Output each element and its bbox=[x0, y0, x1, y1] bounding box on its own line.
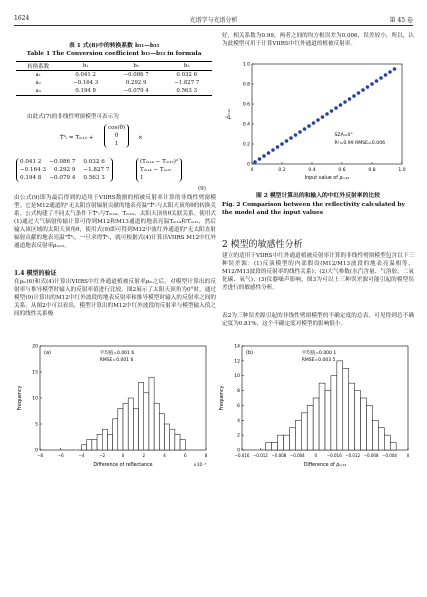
x-tick-label: −0.008 bbox=[271, 453, 287, 458]
equation-number: (9) bbox=[198, 186, 206, 192]
histogram-bar bbox=[384, 435, 390, 450]
data-point bbox=[393, 67, 397, 71]
table-cell: 0.194 8 bbox=[75, 88, 96, 94]
histogram-bar bbox=[180, 440, 185, 450]
data-point bbox=[370, 82, 374, 86]
y-axis-label: ρ̂ₘ₁₂ bbox=[227, 109, 232, 119]
x-axis-label: Difference of ρₘ₁₂ bbox=[303, 463, 347, 468]
x-unit-label: ×10⁻³ bbox=[193, 462, 206, 467]
table-cell: a₂ bbox=[35, 80, 41, 86]
legend-entry: 平均值=0.001 6 bbox=[99, 351, 135, 356]
annotation-stats: R²=0.99 RMSE=0.006 bbox=[334, 141, 386, 146]
histogram-bar bbox=[307, 405, 313, 450]
equation-vector-1 bbox=[104, 124, 129, 148]
y-tick-label: 0 bbox=[35, 448, 38, 454]
data-point bbox=[262, 154, 266, 158]
y-tick-label: 8 bbox=[237, 389, 240, 395]
y-tick-label: 10 bbox=[234, 374, 240, 380]
histogram-bar bbox=[284, 435, 290, 450]
histogram-bar bbox=[367, 405, 373, 450]
histogram-bar bbox=[123, 403, 128, 450]
vector-entry: 1 bbox=[140, 175, 144, 181]
y-axis-label: Frequency bbox=[220, 385, 225, 411]
vector-entry: cos(θ) bbox=[108, 125, 126, 131]
y-tick-label: 0.6 bbox=[242, 102, 250, 108]
histogram-bar bbox=[97, 434, 102, 450]
matrix-entry: −0.164 3 bbox=[20, 167, 47, 173]
paragraph: 表2为三种误差源引起的非线性劈窗模型的不确定度的总表，可见得到总不确定度为0.81%，这个不确定度对模型的影响很小。 bbox=[222, 313, 414, 327]
y-tick-label: 20 bbox=[32, 344, 38, 350]
data-point bbox=[361, 88, 365, 92]
y-tick-label: 0.4 bbox=[242, 122, 250, 128]
x-axis-label: Input value of ρₘ₁₂ bbox=[304, 176, 350, 181]
histogram-bar bbox=[325, 391, 331, 450]
histogram-bar bbox=[295, 420, 301, 450]
table1-title: 表 1 式(8)中的转换系数 b₁₁—b₃₃ bbox=[68, 43, 160, 49]
panel-label: (a) bbox=[44, 350, 51, 356]
table-cell: a₃ bbox=[35, 88, 41, 94]
data-point bbox=[384, 73, 388, 77]
table-cell: 0.041 2 bbox=[75, 72, 96, 78]
y-tick-label: 6 bbox=[237, 403, 240, 409]
paragraph: 建立的适用于VIIRS中红外通道植被反射率计算的非线性劈窗模型包含以下三种误差源：(1)反演模型的内部假设(M12/M13波段的地表亮温相等、M12/M13波段的反射率的线性关系)；(2)大气参数(水汽含量、气溶胶、二氧化碳、氧气)；(3)仪器噪声影响。图3为可以上三种误差源可能引起的模型误差进行的敏感性分析。 bbox=[222, 253, 414, 291]
data-point bbox=[258, 157, 262, 161]
y-tick-label: 10 bbox=[32, 396, 38, 402]
x-tick-label: 0.8 bbox=[368, 168, 376, 173]
paragraph: 在ρₘ(6)和式(4)计算出VIIRS中红外通道植被反射率ρₘ之后，对模型计算出的反射率与推导模型时输入的反射率值进行比较，图2展示了太阳天顶角为0°时，通过模型(9)计算出的M12中红外波段的地表反射率和推导模型时输入的反射率之间的关系。从图2中可以看出，模型计算出的M12中红外波段的反射率与模型输入值之间的线性关系极 bbox=[14, 279, 216, 317]
matrix-entry: 0.292 9 bbox=[54, 167, 76, 173]
data-point bbox=[298, 130, 302, 134]
data-point bbox=[285, 139, 289, 143]
annotation-sza: SZA=0° bbox=[334, 133, 353, 138]
journal-name: 光谱学与光谱分析 bbox=[189, 17, 238, 24]
histogram-bar bbox=[266, 443, 272, 450]
y-tick-label: 0.2 bbox=[242, 142, 250, 148]
x-tick-label: 2 bbox=[142, 453, 146, 458]
histogram-bar bbox=[87, 440, 92, 450]
histogram-bar bbox=[154, 403, 159, 450]
data-point bbox=[276, 145, 280, 149]
data-point bbox=[388, 70, 392, 74]
table-cell: −0.079 4 bbox=[123, 88, 149, 94]
table1-title-en: Table 1 The Conversion coefficient b₁₁—b₃₃ in formula bbox=[26, 51, 202, 57]
y-tick-label: 0.8 bbox=[242, 82, 250, 88]
y-tick-label: 5 bbox=[35, 422, 38, 428]
data-point bbox=[267, 151, 271, 155]
x-tick-label: −0.012 bbox=[253, 453, 268, 458]
volume-label: 第 45 卷 bbox=[389, 17, 413, 24]
legend-entry: RMSE=0.001 6 bbox=[99, 358, 134, 363]
histogram-bar bbox=[118, 408, 123, 450]
data-point bbox=[280, 142, 284, 146]
data-point bbox=[330, 109, 334, 113]
matrix-entry: −1.827 7 bbox=[83, 167, 110, 173]
vector-entry: θ bbox=[114, 133, 119, 139]
histogram-bar bbox=[159, 414, 164, 450]
y-tick-label: 2 bbox=[237, 433, 240, 439]
data-point bbox=[379, 76, 383, 80]
equation-vector-2 bbox=[136, 158, 182, 182]
data-point bbox=[339, 103, 343, 107]
data-point bbox=[321, 115, 325, 119]
table-row bbox=[16, 71, 212, 80]
data-point bbox=[307, 124, 311, 128]
histogram-bar bbox=[319, 383, 325, 450]
table-cell: −0.086 7 bbox=[123, 72, 149, 78]
histogram-bar bbox=[133, 408, 138, 450]
x-tick-label: 0.2 bbox=[278, 168, 286, 173]
histogram-bar bbox=[139, 382, 144, 450]
histogram-bar bbox=[113, 419, 118, 450]
matrix-entry: −0.079 4 bbox=[49, 175, 76, 181]
table-cell: 0.563 3 bbox=[176, 88, 197, 94]
y-tick-label: 15 bbox=[32, 370, 38, 376]
x-tick-label: −0.016 bbox=[234, 453, 250, 458]
vector-entry: (Tₘ₁₄ − Tₘ₁₅)² bbox=[140, 159, 179, 165]
data-point bbox=[325, 112, 329, 116]
table-cell: −1.827 7 bbox=[174, 80, 200, 86]
legend-entry: RMSE=0.003 5 bbox=[301, 358, 336, 363]
paragraph: 由公式(9)即为最后得到的适用于VIIRS数据的植被反射率计算的非线性劈窗模型。它是M12通道的"无太阳直射辐射贡献的地表亮温"T̂ᵇᵢ与太阳天顶角θ的转换关系。公式构建了不同太气条件下T̂ᵇᵢ与Tₘ₁₄、Tₘ₁₅、太阳天顶角θ关联关系。使用式(1)通过大气辐射传输计算可得到M12和M13通道的地表亮温Tₘ₁₄和Tₘ₁₅，然后输入该区域的太阳天顶角θ，使用式(9)即可得到M12中波红外通道的"无太阳直射辐射贡献的地表亮温"T̂ᵇᵢ，一旦求得T̂ᵇᵢ，就可根据式(4)计算出VIIRS M12中红外通道地表反射率ρₘ₁₂。 bbox=[14, 195, 216, 249]
histogram-bar bbox=[92, 440, 97, 450]
x-tick-label: 4 bbox=[163, 453, 166, 458]
table-cell: 0.032 6 bbox=[176, 72, 197, 78]
paragraph: 好，相关系数为0.99，两者之间的均方根误差为0.006，误差较小，所以，认为此模型可用于计算VIIRS中红外通道的植被反射率。 bbox=[222, 33, 414, 47]
table-row bbox=[16, 79, 212, 87]
histogram-bar bbox=[175, 434, 180, 450]
histogram-bar bbox=[272, 443, 278, 450]
x-tick-label: −0.004 bbox=[382, 453, 397, 458]
page-number: 1624 bbox=[14, 15, 30, 22]
x-tick-label: −4 bbox=[78, 453, 85, 458]
data-point bbox=[271, 148, 275, 152]
x-tick-label: −6 bbox=[57, 453, 64, 458]
fig2-caption-cn: 图 2 模型计算出的和输入的中红外反射率的比较 bbox=[255, 193, 380, 199]
x-tick-label: 0 bbox=[250, 168, 254, 173]
header-rule bbox=[14, 25, 413, 26]
x-tick-label: −8 bbox=[37, 453, 43, 458]
data-point bbox=[366, 85, 370, 89]
histogram-bar bbox=[82, 445, 87, 450]
data-point bbox=[352, 94, 356, 98]
histogram-bar bbox=[343, 368, 349, 450]
table-cell: 0.292 9 bbox=[125, 80, 147, 86]
y-tick-label: 0 bbox=[247, 162, 250, 168]
equation-lhs: T̂ᵇᵢ = Tₘ₁₅ + bbox=[60, 135, 94, 141]
histogram-bar bbox=[289, 428, 295, 450]
matrix-entry: 0.563 3 bbox=[83, 175, 105, 181]
y-tick-label: 14 bbox=[234, 344, 240, 350]
y-axis-label: Frequency bbox=[18, 385, 23, 411]
x-tick-label: 0 bbox=[406, 453, 410, 458]
histogram-bar bbox=[355, 391, 361, 450]
histogram-bar bbox=[144, 393, 149, 450]
x-tick-label: −0.012 bbox=[345, 453, 361, 458]
histogram-bar bbox=[102, 429, 107, 450]
data-point bbox=[294, 133, 298, 137]
data-point bbox=[253, 160, 257, 164]
x-tick-label: −0.008 bbox=[363, 453, 379, 458]
histogram-bar bbox=[337, 361, 343, 450]
table1-header: b₃ bbox=[183, 63, 190, 69]
data-point bbox=[303, 127, 307, 131]
legend-entry: 平均值=0.000 1 bbox=[301, 351, 337, 356]
x-tick-label: 0.4 bbox=[308, 168, 316, 173]
y-tick-label: 0 bbox=[237, 448, 240, 454]
y-tick-label: 4 bbox=[237, 418, 240, 424]
x-tick-label: 0 bbox=[314, 453, 318, 458]
histogram-bar bbox=[128, 398, 133, 450]
histogram-bar bbox=[170, 429, 175, 450]
data-point bbox=[334, 106, 338, 110]
data-point bbox=[316, 118, 320, 122]
histogram-b bbox=[216, 340, 416, 485]
table1-header: b₁ bbox=[82, 63, 89, 69]
histogram-bar bbox=[331, 376, 337, 450]
x-axis-label: Difference of reflectance bbox=[93, 463, 153, 468]
fig2-caption-en: Fig. 2 Comparison between the reflectivity calculated by the model and the input values bbox=[222, 202, 405, 216]
panel-label: (b) bbox=[246, 350, 254, 356]
data-point bbox=[375, 79, 379, 83]
x-tick-label: 0.6 bbox=[338, 168, 346, 173]
histogram-bar bbox=[165, 424, 170, 450]
histogram-bar bbox=[390, 443, 396, 450]
vector-entry: 1 bbox=[114, 141, 119, 147]
data-point bbox=[343, 100, 347, 104]
y-tick-label: 12 bbox=[234, 359, 240, 365]
histogram-bar bbox=[149, 377, 154, 450]
histogram-bar bbox=[313, 398, 319, 450]
paragraph: 由此式(7)的非线性劈窗模型可表示为 bbox=[27, 114, 119, 120]
matrix-entry: −0.086 7 bbox=[49, 159, 76, 165]
data-point bbox=[312, 121, 316, 125]
table1 bbox=[16, 61, 212, 96]
x-tick-label: −0.004 bbox=[289, 453, 305, 458]
data-point bbox=[289, 136, 293, 140]
matrix-entry: 0.041 2 bbox=[20, 159, 42, 165]
histogram-bar bbox=[372, 420, 378, 450]
subsection-heading: 1.4 模型的验证 bbox=[14, 270, 57, 277]
equation-matrix bbox=[16, 158, 113, 182]
histogram-bar bbox=[378, 428, 384, 450]
x-tick-label: −2 bbox=[99, 453, 106, 458]
x-tick-label: −0.016 bbox=[326, 453, 342, 458]
y-tick-label: 1.0 bbox=[242, 62, 250, 68]
fig2-scatter-chart bbox=[222, 58, 412, 190]
table1-header: 转换系数 bbox=[27, 64, 49, 70]
vector-entry: Tₘ₁₄ − Tₘ₁₅ bbox=[140, 167, 172, 173]
histogram-bar bbox=[361, 398, 367, 450]
data-point bbox=[348, 97, 352, 101]
histogram-bar bbox=[107, 434, 112, 450]
matrix-entry: 0.032 6 bbox=[83, 159, 105, 165]
histogram-bar bbox=[278, 435, 284, 450]
x-tick-label: 1.0 bbox=[398, 168, 406, 173]
data-point bbox=[357, 91, 361, 95]
x-tick-label: 8 bbox=[204, 453, 208, 458]
histogram-a bbox=[14, 340, 214, 485]
table-cell: −0.164 3 bbox=[73, 80, 99, 86]
table-cell: a₁ bbox=[35, 72, 41, 78]
x-tick-label: 6 bbox=[183, 453, 187, 458]
x-tick-label: 0 bbox=[121, 453, 125, 458]
table1-header: b₂ bbox=[133, 63, 139, 69]
section-heading: 2 模型的敏感性分析 bbox=[222, 240, 303, 250]
matrix-entry: 0.194 8 bbox=[20, 175, 42, 181]
table-row bbox=[16, 87, 212, 96]
histogram-bar bbox=[349, 383, 355, 450]
histogram-bar bbox=[301, 413, 307, 450]
